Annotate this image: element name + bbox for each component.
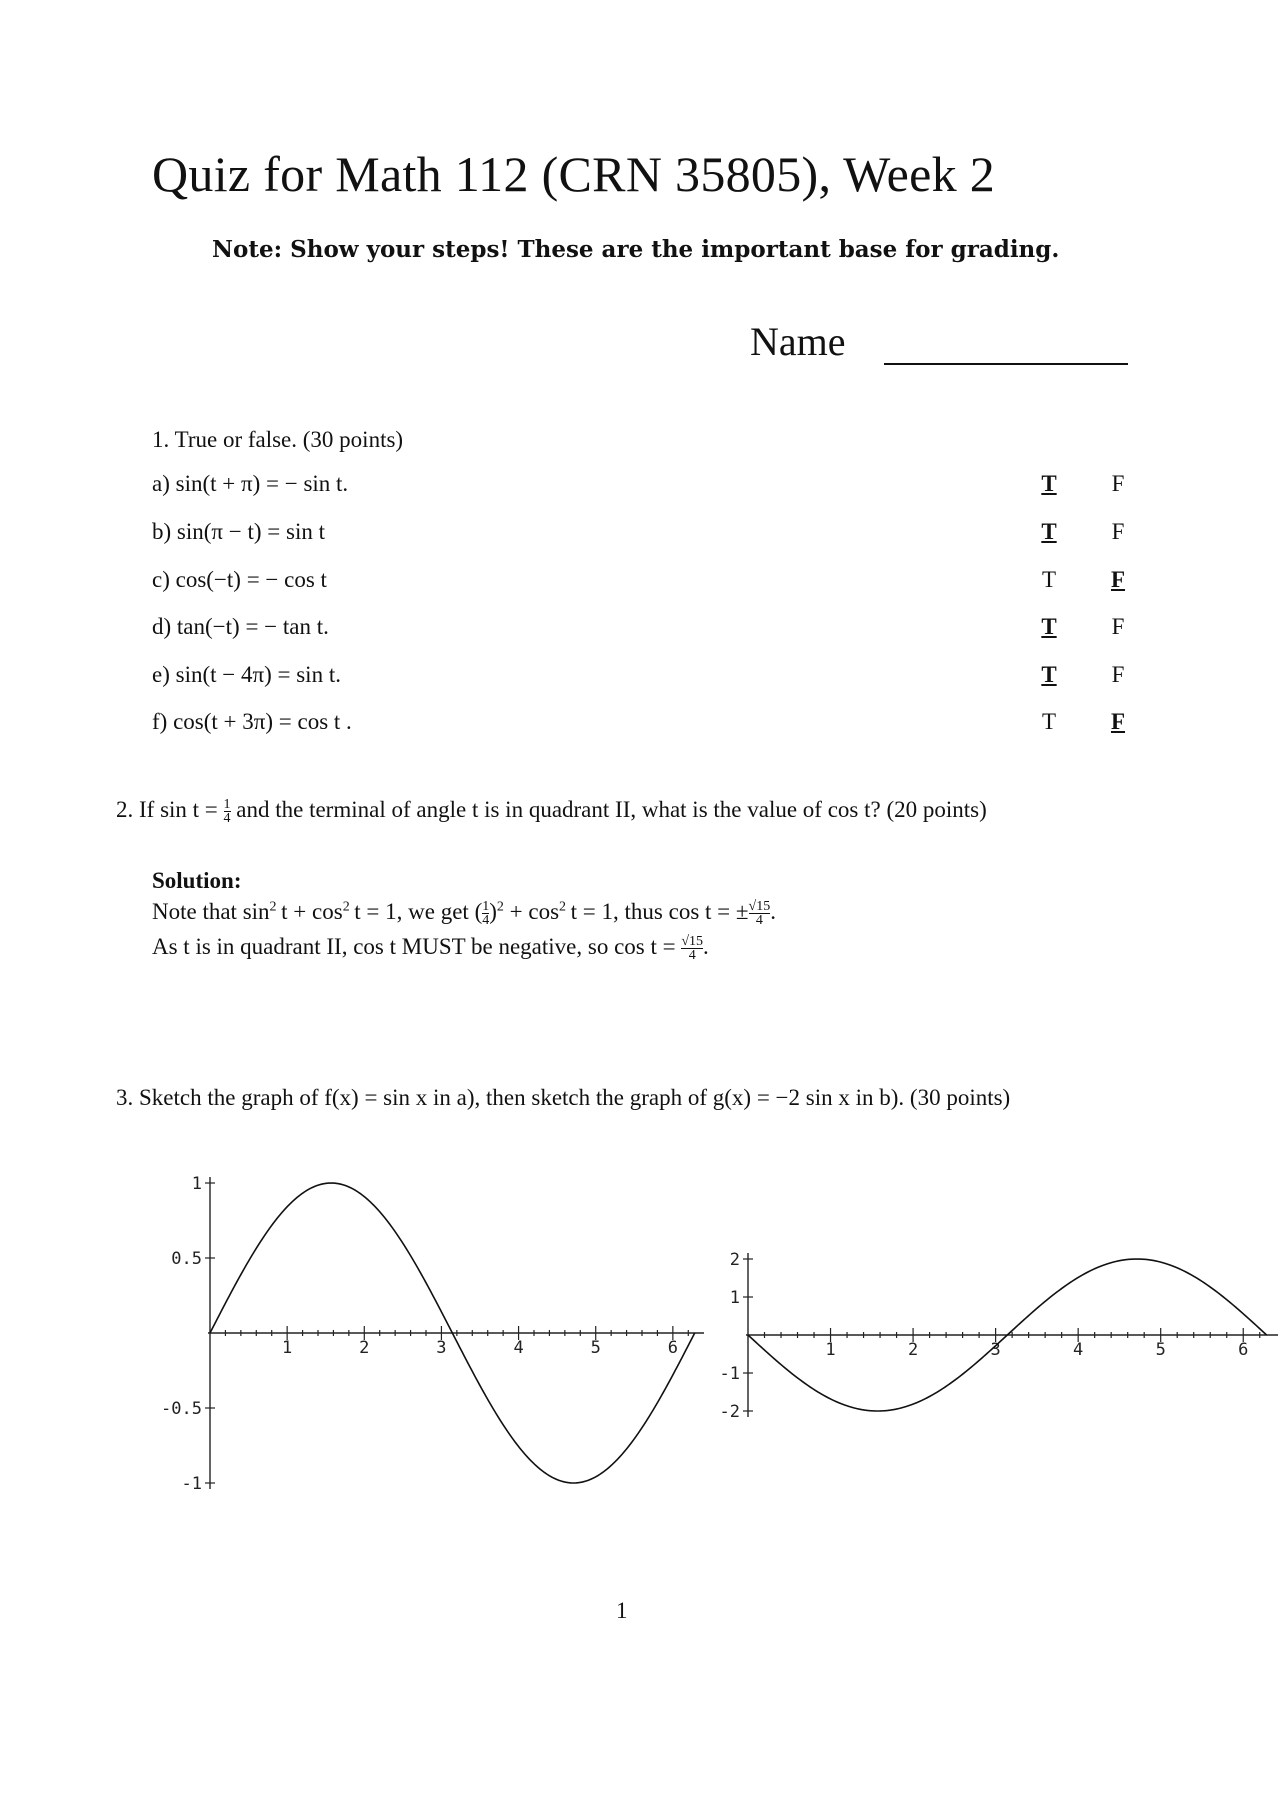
plot-sin-x — [150, 1160, 710, 1500]
tf-statement: e) sin(t − 4π) = sin t. — [152, 662, 341, 687]
x-tick-label: 3 — [990, 1340, 1001, 1360]
x-tick-label: 5 — [590, 1338, 601, 1358]
tf-item-e — [152, 662, 1132, 696]
true-option[interactable]: T — [1041, 471, 1057, 496]
x-tick-label: 4 — [513, 1338, 524, 1358]
y-tick-label: -1 — [181, 1474, 202, 1494]
tf-statement: b) sin(π − t) = sin t — [152, 519, 325, 544]
x-tick-label: 3 — [436, 1338, 447, 1358]
y-tick-label: -1 — [719, 1364, 740, 1384]
x-tick-label: 2 — [907, 1340, 919, 1360]
x-tick-label: 2 — [359, 1338, 370, 1358]
tf-statement: c) cos(−t) = − cos t — [152, 567, 327, 592]
y-tick-label: 1 — [191, 1174, 202, 1194]
x-tick-label: 6 — [667, 1338, 678, 1358]
y-tick-label: -2 — [719, 1402, 740, 1422]
y-tick-label: 0.5 — [171, 1249, 202, 1269]
tf-item-d — [152, 614, 1132, 648]
y-tick-label: 1 — [729, 1288, 740, 1308]
true-option[interactable]: T — [1041, 567, 1057, 592]
true-option[interactable]: T — [1041, 614, 1057, 639]
tf-statement: f) cos(t + 3π) = cos t . — [152, 709, 352, 734]
x-tick-label: 1 — [282, 1338, 293, 1358]
false-option[interactable]: F — [1111, 519, 1125, 544]
name-blank-line[interactable] — [884, 363, 1128, 365]
grading-note: Note: Show your steps! These are the important base for grading. — [212, 236, 1060, 263]
false-option[interactable]: F — [1111, 471, 1125, 496]
tf-statement: d) tan(−t) = − tan t. — [152, 614, 329, 639]
x-tick-label: 5 — [1155, 1340, 1166, 1360]
solution-line-2: As t is in quadrant II, cos t MUST be negative, so cos t = $\frac{√15}{4}$ . — [152, 934, 709, 964]
false-option[interactable]: F — [1111, 614, 1125, 639]
x-tick-label: 6 — [1238, 1340, 1249, 1360]
question-3-text: 3. Sketch the graph of f(x) = sin x in a), then sketch the graph of g(x) = −2 sin x in b). (30 points) — [116, 1085, 1011, 1110]
page-title: Quiz for Math 112 (CRN 35805), Week 2 — [152, 146, 996, 202]
name-label: Name — [750, 319, 846, 364]
question-1-heading: 1. True or false. (30 points) — [152, 427, 404, 452]
solution-line-1: Note that $\sin^2 t + \cos^2 t = 1$, we get ( $\frac{1}{4}$ )$^2 + \cos^2 t = 1$, thus cos t = ± $\frac{√15}{4}$ . — [152, 899, 776, 929]
x-tick-label: 1 — [825, 1340, 836, 1360]
fraction-sqrt15-over-4: $\frac{√15}{4}$ — [748, 899, 771, 929]
true-option[interactable]: T — [1041, 519, 1057, 544]
true-option[interactable]: T — [1041, 662, 1057, 687]
x-tick-label: 4 — [1073, 1340, 1084, 1360]
tf-statement: a) sin(t + π) = − sin t. — [152, 471, 349, 496]
true-option[interactable]: T — [1041, 709, 1057, 734]
tf-item-a — [152, 471, 1132, 505]
solution-heading: Solution: — [152, 868, 242, 893]
false-option[interactable]: F — [1111, 662, 1125, 687]
page-number: 1 — [616, 1598, 628, 1623]
y-tick-label: 2 — [729, 1250, 740, 1270]
question-2-text: 2. If sin t = $\frac{1}{4}$ and the terminal of angle t is in quadrant II, what is the value of cos t? (20 points) — [116, 797, 987, 827]
fraction-sqrt15-over-4: $\frac{√15}{4}$ — [681, 934, 704, 964]
tf-item-f — [152, 709, 1132, 743]
plot-minus-2-sin-x — [700, 1155, 1280, 1505]
tf-item-c — [152, 567, 1132, 601]
false-option[interactable]: F — [1110, 709, 1126, 734]
y-tick-label: -0.5 — [161, 1399, 202, 1419]
false-option[interactable]: F — [1110, 567, 1126, 592]
fraction-one-quarter: $\frac{1}{4}$ — [223, 797, 231, 827]
tf-item-b — [152, 519, 1132, 553]
